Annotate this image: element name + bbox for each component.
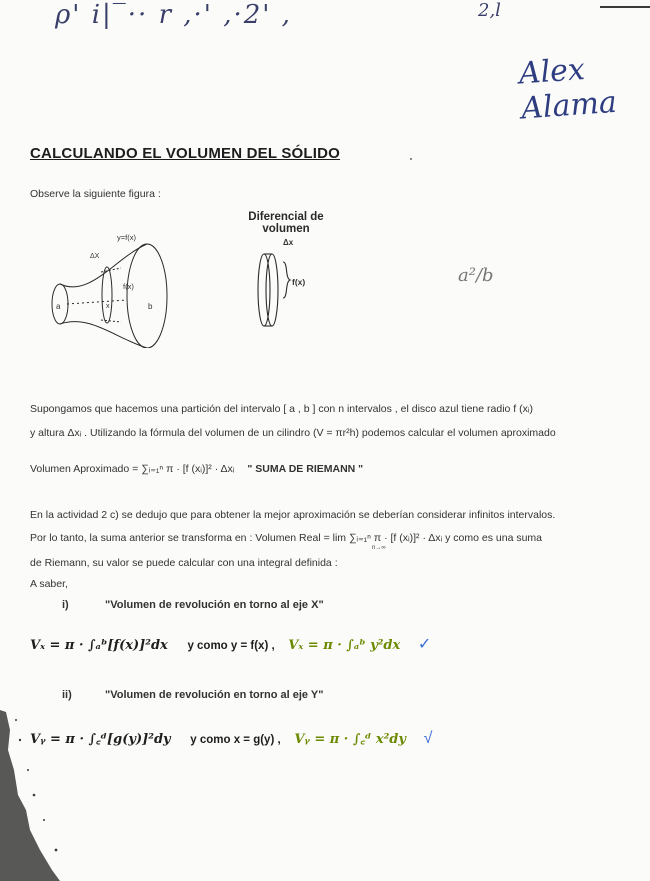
- para1-line1: Supongamos que hacemos una partición del intervalo [ a , b ] con n intervalos , el disco azul tiene radio f (xᵢ): [30, 403, 534, 415]
- formula2-result: Vᵧ = π · ∫꜀ᵈ x²dy: [294, 732, 406, 747]
- formula2: [30, 729, 432, 748]
- differential-title: [238, 211, 334, 235]
- solid-of-revolution-figure: [35, 228, 235, 348]
- page-title: CALCULANDO EL VOLUMEN DEL SÓLIDO: [30, 145, 341, 162]
- label-b: b: [148, 302, 153, 311]
- approx-formula: [30, 463, 363, 475]
- formula1-mid: y como y = f(x) ,: [187, 640, 275, 652]
- formula1-main: Vₓ = π · ∫ₐᵇ[f(x)]²dx: [30, 638, 168, 653]
- check-icon: ✓: [417, 636, 432, 653]
- speck: [410, 158, 412, 160]
- margin-note: a²/b: [458, 265, 494, 286]
- differential-dx: Δx: [283, 238, 294, 247]
- para2-line1: En la actividad 2 c) se dedujo que para obtener la mejor aproximación se deberían considerar infinitos intervalos.: [30, 509, 556, 521]
- signature: Alex Alama: [517, 52, 618, 127]
- para2-line3: de Riemann, su valor se puede calcular con una integral definida :: [30, 557, 338, 569]
- formula1-result: Vₓ = π · ∫ₐᵇ y²dx: [288, 638, 401, 653]
- disk-figure: [252, 250, 322, 330]
- intro-text: Observe la siguiente figura :: [30, 188, 161, 200]
- label-x: x: [106, 303, 110, 310]
- formula2-main: Vᵧ = π · ∫꜀ᵈ[g(y)]²dy: [30, 732, 171, 747]
- item2-title: "Volumen de revolución en torno al eje Y": [105, 689, 324, 701]
- approx-formula-text: Volumen Aproximado = ∑ᵢ₌₁ⁿ π · [f (xᵢ)]² · Δxᵢ: [30, 463, 235, 475]
- formula2-mid: y como x = g(y) ,: [190, 734, 281, 746]
- riemann-label: " SUMA DE RIEMANN ": [247, 463, 364, 475]
- top-scribble-middle: 2,𝑙: [478, 0, 501, 21]
- a-saber: A saber,: [30, 578, 68, 590]
- top-scribble-left: ρ' 𝑖|‾·· r ,·' ,·2' ,: [55, 0, 292, 30]
- differential-title-line2: volumen: [262, 223, 310, 235]
- para2-line2: Por lo tanto, la suma anterior se transforma en : Volumen Real = lim ∑ᵢ₌₁ⁿ π · [f (xᵢ)]² · Δxᵢ y como es una suma: [30, 532, 543, 544]
- para1-line2: y altura Δxᵢ . Utilizando la fórmula del volumen de un cilindro (V = πr²h) podemos calcular el volumen aproximado: [30, 427, 556, 439]
- differential-title-line1: Diferencial de: [248, 211, 324, 223]
- label-dx: ΔX: [90, 253, 100, 260]
- label-yfx: y=f(x): [117, 233, 136, 242]
- formula1: [30, 634, 431, 654]
- label-a: a: [56, 302, 61, 311]
- scan-edge-noise: [0, 700, 90, 881]
- item2-number: ii): [62, 689, 72, 701]
- top-rule: [600, 6, 650, 8]
- check-icon: √: [423, 730, 433, 747]
- item1-title: "Volumen de revolución en torno al eje X": [105, 599, 324, 611]
- item1-number: i): [62, 599, 69, 611]
- differential-fx: f(x): [292, 277, 306, 287]
- label-fx: f(x): [123, 282, 134, 291]
- lim-subscript: n→∞: [372, 545, 386, 551]
